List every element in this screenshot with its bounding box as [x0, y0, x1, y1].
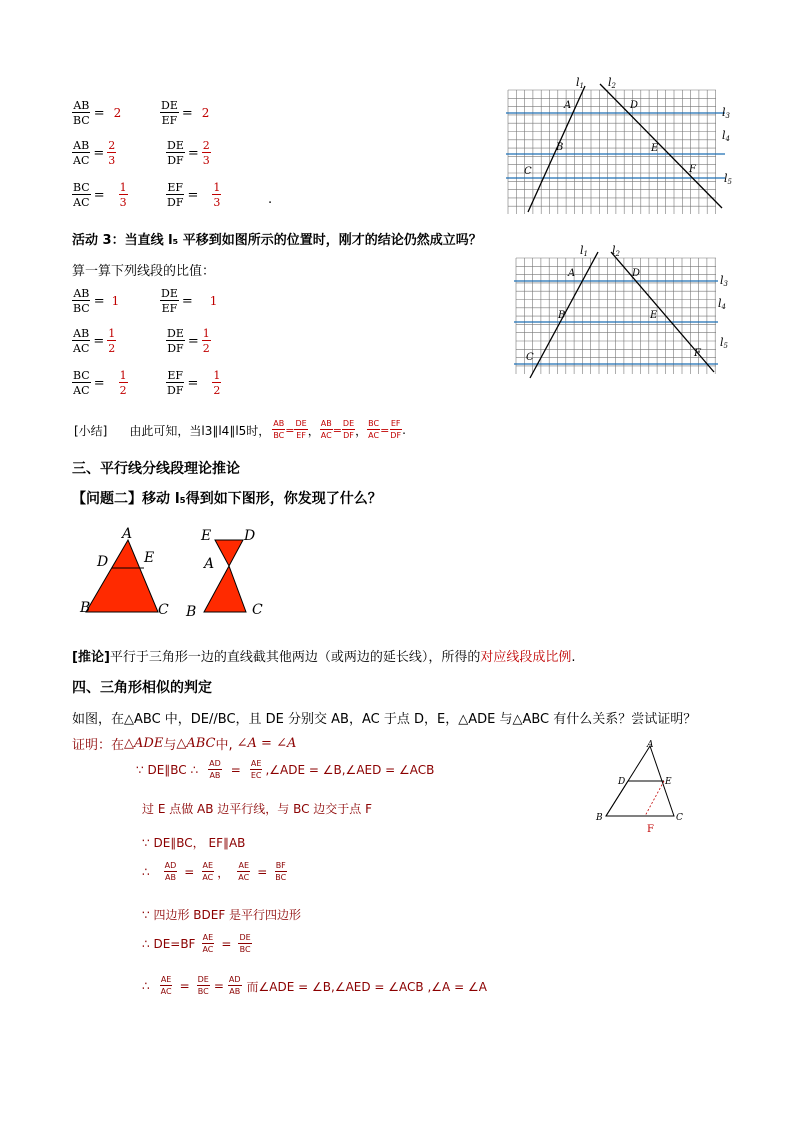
ratio-row: $\frac{DE}{EF}$ = 1 — [161, 287, 218, 315]
svg-text:A: A — [647, 740, 654, 750]
label-F: F — [689, 164, 696, 175]
svg-text:B: B — [186, 604, 197, 620]
svg-text:C: C — [252, 602, 263, 618]
proof-line-7: ∴ DE=BF $\frac{AE}{AC}$ = $\frac{DE}{BC}$ — [142, 933, 251, 954]
ratio-row: $\frac{BC}{AC}$ = $\frac{1}{2}$ — [73, 369, 127, 397]
label-B: B — [556, 142, 564, 153]
svg-text:l4: l4 — [718, 297, 726, 311]
proof-line-8: ∴ $\frac{AE}{AC}$ = $\frac{DE}{BC}$ = $\frac{AD}{AB}$ 而∠ADE = ∠B,∠AED = ∠ACB ,∠A = ∠A — [142, 975, 487, 996]
svg-text:E: E — [650, 310, 658, 321]
activity3-calc: 算一算下列线段的比值： — [72, 264, 216, 279]
svg-text:D: D — [97, 554, 109, 570]
proof-line-1: 证明：在 △ADE 与 △ABC 中, ∠A = ∠A — [72, 736, 297, 753]
svg-text:E: E — [201, 528, 212, 544]
segment-ef — [645, 781, 664, 816]
ratio-row: $\frac{EF}{DF}$ = $\frac{1}{3}$ — [167, 181, 221, 209]
problem-statement: 如图，在△ABC 中，DE//BC，且 DE 分别交 AB，AC 于点 D，E，△ADE 与△ABC 有什么关系？尝试证明？ — [72, 712, 697, 727]
svg-text:F: F — [647, 824, 654, 835]
proof-line-2: ∵ DE∥BC ∴ $\frac{AD}{AB}$ = $\frac{AE}{EC}$ ,∠ADE = ∠B,∠AED = ∠ACB — [136, 759, 435, 780]
label-l1: l1 — [576, 76, 584, 90]
proof-line-5: ∴ $\frac{AD}{AB}$ = $\frac{AE}{AC}$ ， $\frac{AE}{AC}$ = $\frac{BF}{BC}$ — [142, 861, 287, 882]
label-C: C — [524, 166, 532, 177]
section4-heading: 四、三角形相似的判定 — [72, 680, 212, 696]
section3-heading: 三、平行线分线段理论推论 — [72, 461, 240, 477]
label-E: E — [651, 143, 659, 154]
proof-line-3: 过 E 点做 AB 边平行线，与 BC 边交于点 F — [142, 802, 373, 816]
svg-text:D: D — [244, 528, 256, 544]
triangle-ade — [215, 540, 243, 566]
svg-text:E: E — [665, 777, 672, 787]
ratio-row: $\frac{DE}{DF}$ = $\frac{2}{3}$ — [167, 139, 210, 167]
svg-text:A: A — [122, 526, 133, 542]
ratio-row: $\frac{BC}{AC}$ = $\frac{1}{3}$ — [73, 181, 127, 209]
svg-text:D: D — [618, 777, 626, 787]
svg-text:C: C — [158, 602, 169, 618]
svg-text:B: B — [596, 813, 603, 823]
triangle-figures — [70, 522, 290, 622]
proof-line-6: ∵ 四边形 BDEF 是平行四边形 — [142, 908, 302, 922]
svg-text:C: C — [526, 352, 534, 363]
proof-line-4: ∵ DE∥BC， EF∥AB — [142, 836, 246, 850]
svg-text:B: B — [558, 310, 566, 321]
label-A: A — [564, 100, 572, 111]
inference-line: [推论]平行于三角形一边的直线截其他两边（或两边的延长线），所得的对应线段成比例. — [72, 650, 576, 665]
ratio-row: $\frac{AB}{AC}$ = $\frac{2}{3}$ — [73, 139, 116, 167]
svg-text:D: D — [632, 268, 641, 279]
svg-text:B: B — [80, 600, 91, 616]
grid-figure-2 — [508, 244, 748, 380]
svg-text:l5: l5 — [720, 336, 728, 350]
summary-line: [小结] 由此可知，当l3∥l4∥l5时， $\frac{AB}{BC}$ = $\frac{DE}{EF}$ ， $\frac{AB}{AC}$ = $\frac{DE}{DF}$ ， $\frac{BC}{AC}$ = $\frac{EF}{DF}$ . — [74, 419, 406, 440]
proof-figure — [590, 736, 700, 840]
svg-text:l1: l1 — [580, 244, 588, 258]
ratio-row: $\frac{EF}{DF}$ = $\frac{1}{2}$ — [167, 369, 221, 397]
svg-text:F: F — [694, 348, 701, 359]
svg-text:l3: l3 — [720, 274, 728, 288]
svg-text:C: C — [676, 813, 683, 823]
label-l4: l4 — [722, 129, 730, 143]
svg-text:l2: l2 — [612, 244, 620, 258]
triangle-abc-2 — [204, 566, 246, 612]
svg-text:E: E — [144, 550, 155, 566]
svg-text:A: A — [568, 268, 576, 279]
activity3-line: 活动 3：当直线 l₅ 平移到如图所示的位置时，刚才的结论仍然成立吗？ — [72, 233, 482, 248]
ratio-row: $\frac{AB}{BC}$ = 1 — [73, 287, 120, 315]
ratio-row: $\frac{AB}{BC}$ = 2 — [73, 99, 122, 127]
ratio-row: $\frac{DE}{EF}$ = 2 — [161, 99, 210, 127]
ratio-row: $\frac{DE}{DF}$ = $\frac{1}{2}$ — [167, 327, 210, 355]
label-l3: l3 — [722, 106, 730, 120]
question2-line: 【问题二】移动 l₅得到如下图形，你发现了什么？ — [72, 491, 382, 507]
period: . — [268, 192, 273, 207]
label-l5: l5 — [724, 172, 732, 186]
label-D: D — [630, 100, 639, 111]
ratio-row: $\frac{AB}{AC}$ = $\frac{1}{2}$ — [73, 327, 116, 355]
label-l2: l2 — [608, 76, 616, 90]
svg-text:A: A — [204, 556, 215, 572]
grid-figure-1 — [500, 76, 750, 216]
